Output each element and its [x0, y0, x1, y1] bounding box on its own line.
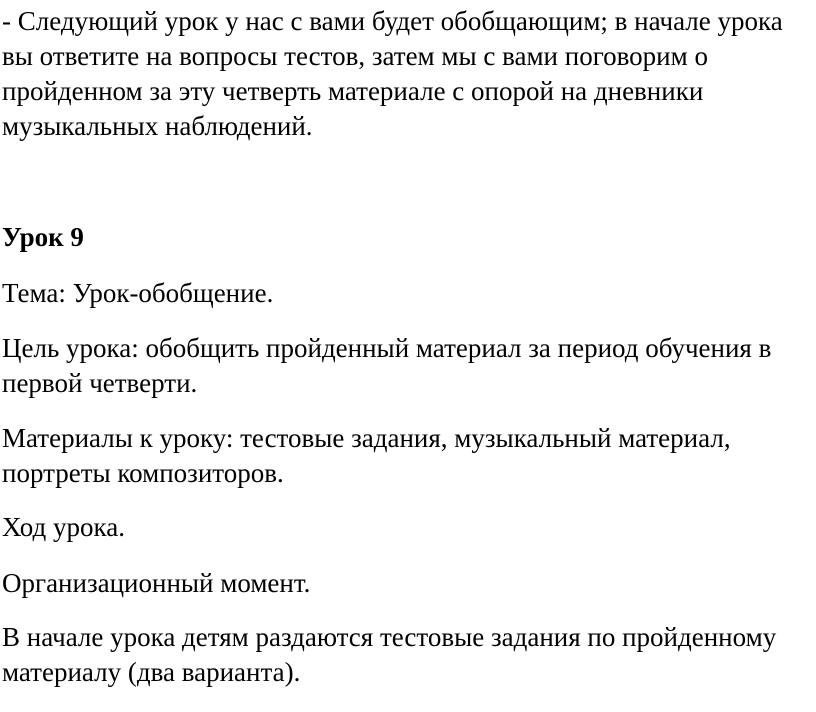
intro-line: вы ответите на вопросы тестов, затем мы с вами поговорим о [2, 41, 708, 71]
goal-line: Цель урока: обобщить пройденный материал за период обучения в [2, 333, 772, 363]
goal-paragraph [2, 331, 771, 401]
start-paragraph [2, 620, 776, 690]
lesson-progress-paragraph: Ход урока. [2, 512, 125, 542]
intro-line: музыкальных наблюдений. [2, 111, 313, 141]
materials-paragraph [2, 421, 731, 491]
intro-line: - Следующий урок у нас с вами будет обобщающим; в начале урока [2, 6, 783, 36]
lesson-heading: Урок 9 [2, 222, 84, 252]
topic-paragraph: Тема: Урок-обобщение. [2, 278, 274, 308]
intro-line: пройденном за эту четверть материале с опорой на дневники [2, 76, 704, 106]
materials-line: Материалы к уроку: тестовые задания, музыкальный материал, [2, 423, 731, 453]
start-line: материалу (два варианта). [2, 657, 301, 687]
goal-line: первой четверти. [2, 368, 198, 398]
start-line: В начале урока детям раздаются тестовые задания по пройденному [2, 622, 777, 652]
intro-paragraph [2, 4, 783, 144]
org-moment-paragraph: Организационный момент. [2, 568, 311, 598]
materials-line: портреты композиторов. [2, 458, 284, 488]
